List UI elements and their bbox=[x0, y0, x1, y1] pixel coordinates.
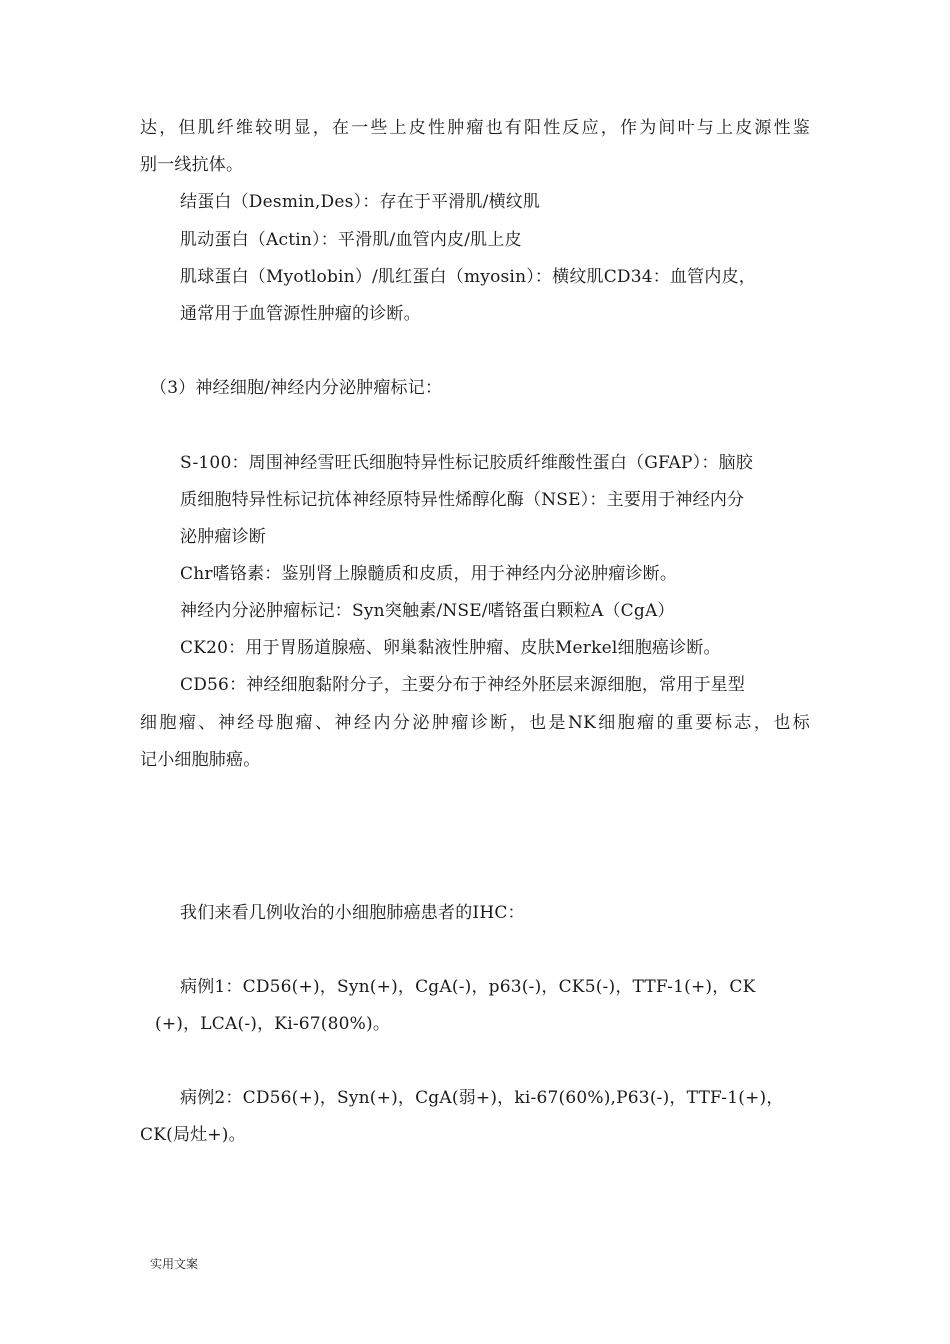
case-line: 病例1：CD56(+)，Syn(+)，CgA(-)，p63(-)，CK5(-)，TTF-1(+)，CK bbox=[180, 977, 756, 997]
paragraph-line: 质细胞特异性标记抗体神经原特异性烯醇化酶（NSE）：主要用于神经内分 bbox=[180, 490, 745, 510]
case-line: 病例2：CD56(+)，Syn(+)，CgA(弱+)，ki-67(60%),P63(-)，TTF-1(+)， bbox=[180, 1088, 784, 1108]
paragraph-line: 记小细胞肺癌。 bbox=[140, 750, 261, 770]
case-line: (+)，LCA(-)，Ki-67(80%)。 bbox=[155, 1014, 391, 1034]
paragraph-line: 神经内分泌肿瘤标记：Syn突触素/NSE/嗜铬蛋白颗粒A（CgA） bbox=[180, 601, 675, 621]
paragraph-line: 达，但肌纤维较明显，在一些上皮性肿瘤也有阳性反应，作为间叶与上皮源性鉴 bbox=[140, 118, 810, 138]
paragraph-line: 通常用于血管源性肿瘤的诊断。 bbox=[180, 304, 421, 324]
page-footer: 实用文案 bbox=[150, 1257, 199, 1271]
paragraph-line: 我们来看几例收治的小细胞肺癌患者的IHC： bbox=[180, 903, 525, 923]
paragraph-line: CK20：用于胃肠道腺癌、卵巢黏液性肿瘤、皮肤Merkel细胞癌诊断。 bbox=[180, 638, 721, 658]
paragraph-line: 细胞瘤、神经母胞瘤、神经内分泌肿瘤诊断，也是NK细胞瘤的重要标志，也标 bbox=[140, 713, 810, 733]
paragraph-line: S-100：周围神经雪旺氏细胞特异性标记胶质纤维酸性蛋白（GFAP）：脑胶 bbox=[180, 453, 753, 473]
case-line: CK(局灶+)。 bbox=[140, 1125, 246, 1145]
paragraph-line: 泌肿瘤诊断 bbox=[180, 527, 266, 547]
paragraph-line: 肌动蛋白（Actin）：平滑肌/血管内皮/肌上皮 bbox=[180, 230, 522, 250]
paragraph-line: 别一线抗体。 bbox=[140, 155, 244, 175]
paragraph-line: Chr嗜铬素：鉴别肾上腺髓质和皮质，用于神经内分泌肿瘤诊断。 bbox=[180, 564, 678, 584]
section-heading: （3）神经细胞/神经内分泌肿瘤标记： bbox=[150, 378, 443, 398]
paragraph-line: CD56：神经细胞黏附分子，主要分布于神经外胚层来源细胞，常用于星型 bbox=[180, 675, 746, 695]
paragraph-line: 肌球蛋白（Myotlobin）/肌红蛋白（myosin）：横纹肌CD34：血管内皮， bbox=[180, 267, 756, 287]
paragraph-line: 结蛋白（Desmin,Des）：存在于平滑肌/横纹肌 bbox=[180, 192, 541, 212]
